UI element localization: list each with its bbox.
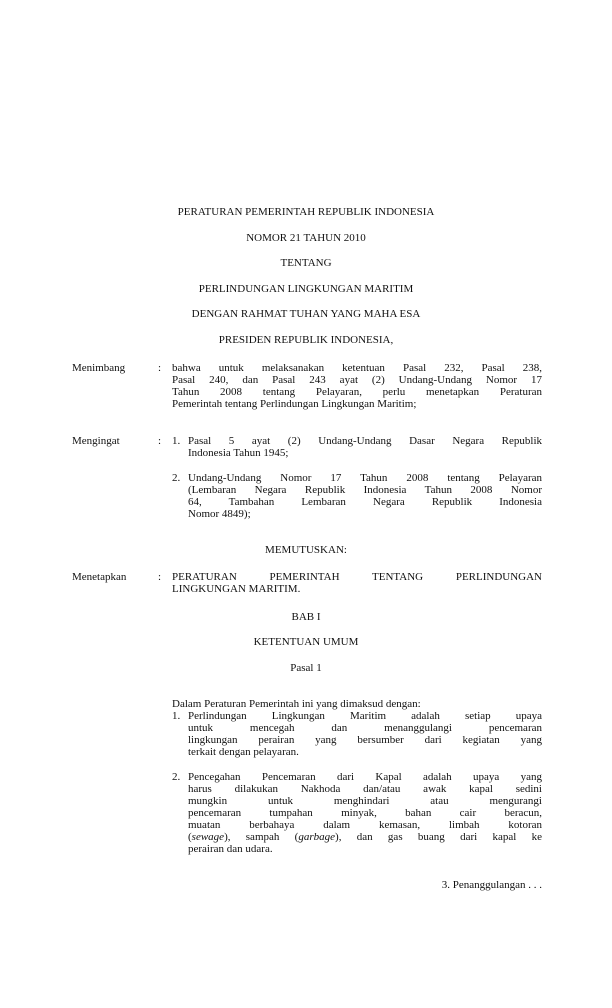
regulation-about: TENTANG	[280, 257, 332, 269]
text-line: (Lembaran Negara Republik Indonesia Tahun 2008 Nomor	[188, 484, 542, 496]
article-heading: Pasal 1	[290, 662, 322, 674]
text-line: Tahun 2008 tentang Pelayaran, perlu menetapkan Peraturan	[172, 386, 542, 398]
text-line: Undang-Undang Nomor 17 Tahun 2008 tentang Pelayaran	[188, 472, 542, 484]
regulation-number: NOMOR 21 TAHUN 2010	[246, 232, 366, 244]
list-number: 2.	[172, 472, 181, 484]
text-line: lingkungan perairan yang bersumber dari kegiatan yang	[188, 734, 542, 746]
text-line: Pencegahan Pencemaran dari Kapal adalah upaya yang	[188, 771, 542, 783]
president-heading: PRESIDEN REPUBLIK INDONESIA,	[218, 334, 394, 346]
text-fragment: (	[188, 831, 192, 843]
invocation: DENGAN RAHMAT TUHAN YANG MAHA ESA	[191, 308, 421, 320]
article-intro	[172, 698, 542, 710]
memutuskan-heading: MEMUTUSKAN:	[265, 544, 347, 556]
list-number: 2.	[172, 771, 181, 783]
text-line: Nomor 4849);	[188, 508, 251, 520]
text-fragment: ), dan gas buang dari kapal ke	[335, 831, 542, 843]
text-line: Dalam Peraturan Pemerintah ini yang dimaksud dengan:	[172, 698, 421, 710]
text-line: pencemaran tumpahan minyak, bahan cair beracun,	[188, 807, 542, 819]
page-continuation: 3. Penanggulangan . . .	[441, 879, 542, 891]
italic-term: sewage	[191, 831, 225, 843]
text-line: terkait dengan pelayaran.	[188, 746, 299, 758]
chapter-title: KETENTUAN UMUM	[253, 636, 359, 648]
text-line	[188, 831, 542, 843]
text-line: 64, Tambahan Lembaran Negara Republik Indonesia	[188, 496, 542, 508]
menimbang-label: Menimbang	[72, 362, 126, 374]
text-line: untuk mencegah dan menanggulangi pencemaran	[188, 722, 542, 734]
mengingat-item	[188, 435, 542, 459]
menetapkan-colon: :	[158, 571, 162, 583]
text-line: harus dilakukan Nakhoda dan/atau awak kapal sedini	[188, 783, 542, 795]
text-line: bahwa untuk melaksanakan ketentuan Pasal 232, Pasal 238,	[172, 362, 542, 374]
list-number: 1.	[172, 435, 181, 447]
menetapkan-label: Menetapkan	[72, 571, 127, 583]
menimbang-text	[172, 362, 542, 410]
text-line: mungkin untuk menghindari atau mengurangi	[188, 795, 542, 807]
text-line: Pasal 240, dan Pasal 243 ayat (2) Undang-Undang Nomor 17	[172, 374, 542, 386]
list-number: 1.	[172, 710, 181, 722]
text-line: LINGKUNGAN MARITIM.	[172, 583, 301, 595]
mengingat-item	[188, 472, 542, 520]
text-line: Indonesia Tahun 1945;	[188, 447, 289, 459]
text-fragment: ), sampah (	[224, 831, 299, 843]
text-line: Pasal 5 ayat (2) Undang-Undang Dasar Negara Republik	[188, 435, 542, 447]
text-line: Pemerintah tentang Perlindungan Lingkungan Maritim;	[172, 398, 417, 410]
italic-term: garbage	[298, 831, 336, 843]
mengingat-label: Mengingat	[72, 435, 120, 447]
text-line: PERATURAN PEMERINTAH TENTANG PERLINDUNGAN	[172, 571, 542, 583]
text-line: Perlindungan Lingkungan Maritim adalah setiap upaya	[188, 710, 542, 722]
mengingat-colon: :	[158, 435, 162, 447]
regulation-title: PERATURAN PEMERINTAH REPUBLIK INDONESIA	[177, 206, 435, 218]
menetapkan-text	[172, 571, 542, 595]
text-line: perairan dan udara.	[188, 843, 273, 855]
menimbang-colon: :	[158, 362, 162, 374]
definition-item	[188, 771, 542, 855]
regulation-subject: PERLINDUNGAN LINGKUNGAN MARITIM	[198, 283, 414, 295]
definition-item	[188, 710, 542, 758]
chapter-number: BAB I	[291, 611, 321, 623]
text-line: muatan berbahaya dalam kemasan, limbah kotoran	[188, 819, 542, 831]
